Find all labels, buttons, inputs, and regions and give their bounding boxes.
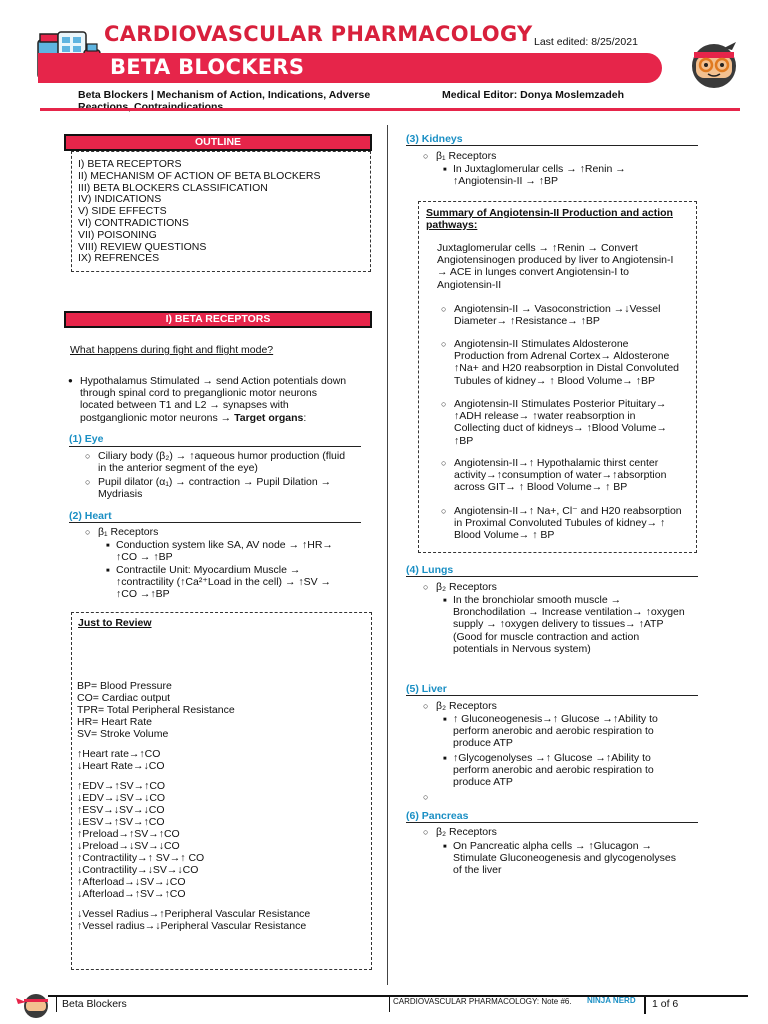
outline-box	[71, 151, 371, 272]
liver-gluconeogenesis-bullet: ■ ↑ Gluconeogenesis→↑ Glucose →↑Ability to perform anerobic and aerobic respiration to produce ATP	[453, 713, 703, 750]
angiotensin-summary-box	[418, 201, 697, 553]
outline-item: VIII) REVIEW QUESTIONS	[78, 240, 207, 253]
document-subtitle: BETA BLOCKERS	[110, 55, 305, 79]
review-line: ↓ESV→↑SV→↑CO	[77, 816, 165, 828]
outline-item: IX) REFRENCES	[78, 252, 160, 265]
lungs-receptor-bullet: ○ β₂ Receptors	[436, 581, 497, 593]
page-number: 1 of 6	[652, 998, 679, 1010]
review-line: ↑Preload→↑SV→↑CO	[77, 828, 180, 840]
review-line: ↓Preload→↓SV→↓CO	[77, 840, 180, 852]
footer-brand-logo: NINJA NERD	[587, 996, 636, 1005]
review-line: ↓Contractility→↓SV→↓CO	[77, 864, 199, 876]
review-line: ↓Vessel Radius→↑Peripheral Vascular Resistance	[77, 908, 311, 920]
footer-topic: Beta Blockers	[62, 998, 127, 1010]
review-line: ↑Contractility→↑ SV→↑ CO	[77, 852, 205, 864]
review-title: Just to Review	[78, 617, 152, 629]
liver-receptor-bullet: ○ β₂ Receptors	[436, 700, 497, 712]
review-line: ↑Vessel radius→↓Peripheral Vascular Resistance	[77, 920, 307, 932]
review-line: CO= Cardiac output	[77, 692, 171, 704]
outline-item: VII) POISONING	[78, 228, 157, 241]
review-line: BP= Blood Pressure	[77, 680, 172, 692]
heart-contractile-bullet: ■ Contractile Unit: Myocardium Muscle → ↑contractility (↑Ca²⁺Load in the cell) → ↑SV → ↑CO →↑BP	[116, 564, 374, 601]
beta-receptors-header: I) BETA RECEPTORS	[64, 311, 372, 328]
heart-rule	[69, 522, 361, 523]
review-line: ↑Afterload→↓SV→↓CO	[77, 876, 186, 888]
fight-flight-question: What happens during fight and flight mode?	[70, 344, 274, 356]
summary-intro: Juxtaglomerular cells → ↑Renin → Convert Angiotensinogen produced by liver to Angiotensin-I → ACE in lunges convert Angiotensin-I to Angiotensin-II	[437, 242, 674, 291]
review-line: ↓EDV→↓SV→↓CO	[77, 792, 166, 804]
heart-conduction-bullet: ■ Conduction system like SA, AV node → ↑HR→ ↑CO → ↑BP	[116, 539, 374, 563]
eye-ciliary-bullet: ○ Ciliary body (β₂) → ↑aqueous humor production (fluid in the anterior segment of the eye)	[98, 450, 373, 474]
ninja-mascot-icon	[690, 38, 738, 92]
liver-rule	[406, 695, 698, 696]
outline-item: III) BETA BLOCKERS CLASSIFICATION	[78, 181, 268, 194]
eye-pupil-bullet: ○ Pupil dilator (α₁) → contraction → Pupil Dilation → Mydriasis	[98, 476, 373, 500]
eye-heading: (1) Eye	[69, 433, 104, 445]
summary-item: ○ Angiotensin-II→↑ Na+, Cl⁻ and H20 reabsorption in Proximal Convoluted Tubules of kidney→ ↑ Blood Volume→ ↑ BP	[454, 505, 694, 542]
eye-rule	[69, 446, 361, 447]
pancreas-glucagon-bullet: ■ On Pancreatic alpha cells → ↑Glucagon → Stimulate Gluconeogenesis and glycogenolyses of the liver	[453, 840, 703, 877]
column-divider	[387, 125, 388, 985]
summary-item: ○ Angiotensin-II→↑ Hypothalamic thirst center activity→↑consumption of water→↑absorption across GIT→ ↑ Blood Volume→ ↑ BP	[454, 457, 694, 494]
footer-course-note: CARDIOVASCULAR PHARMACOLOGY: Note #6.	[393, 997, 572, 1006]
review-box	[71, 612, 372, 970]
kidneys-renin-bullet: ■ In Juxtaglomerular cells → ↑Renin → ↑Angiotensin-II → ↑BP	[453, 163, 703, 187]
kidneys-heading: (3) Kidneys	[406, 133, 463, 145]
review-line: TPR= Total Peripheral Resistance	[77, 704, 235, 716]
outline-header: OUTLINE	[64, 134, 372, 151]
heart-receptor-bullet: ○ β₁ Receptors	[98, 526, 158, 538]
lungs-bronchodilation-bullet: ■ In the bronchiolar smooth muscle → Bronchodilation → Increase ventilation→ ↑oxygen supply → ↑oxygen delivery to tissues→ ↑ATP (Good for muscle contraction and action potentials in Nervous system)	[453, 594, 703, 655]
liver-heading: (5) Liver	[406, 683, 447, 695]
pancreas-rule	[406, 822, 698, 823]
review-line: SV= Stroke Volume	[77, 728, 169, 740]
review-line: ↓Afterload→↑SV→↑CO	[77, 888, 186, 900]
document-title: CARDIOVASCULAR PHARMACOLOGY	[104, 22, 533, 46]
last-edited: Last edited: 8/25/2021	[534, 36, 638, 48]
outline-item: I) BETA RECEPTORS	[78, 158, 182, 170]
outline-item: VI) CONTRADICTIONS	[78, 216, 189, 229]
footer-separator	[644, 996, 646, 1014]
summary-item: ○ Angiotensin-II → Vasoconstriction →↓Vessel Diameter→ ↑Resistance→ ↑BP	[454, 303, 694, 327]
liver-glycogenolysis-bullet: ■ ↑Glycogenolyses →↑ Glucose →↑Ability to perform anerobic and aerobic respiration to produce ATP	[453, 752, 703, 789]
kidneys-receptor-bullet: ○ β₁ Receptors	[436, 150, 496, 162]
lungs-heading: (4) Lungs	[406, 564, 454, 576]
review-line: ↑EDV→↑SV→↑CO	[77, 780, 166, 792]
pancreas-receptor-bullet: ○ β₂ Receptors	[436, 826, 497, 838]
review-line: ↓Heart Rate→↓CO	[77, 760, 165, 772]
lungs-rule	[406, 576, 698, 577]
kidneys-rule	[406, 145, 698, 146]
pancreas-heading: (6) Pancreas	[406, 810, 469, 822]
summary-item: ○ Angiotensin-II Stimulates Posterior Pituitary→ ↑ADH release→ ↑water reabsorption in Collecting duct of kidneys→ ↑Blood Volume→ ↑BP	[454, 398, 694, 447]
document-meta: Beta Blockers | Mechanism of Action, Indications, Adverse	[78, 89, 371, 101]
heart-heading: (2) Heart	[69, 510, 112, 522]
review-line: ↑Heart rate→↑CO	[77, 748, 161, 760]
footer-separator	[56, 997, 57, 1012]
summary-title: Summary of Angiotensin-II Production and action pathways:	[426, 207, 673, 231]
outline-item: IV) INDICATIONS	[78, 193, 162, 206]
medical-editor: Medical Editor: Donya Moslemzadeh	[442, 89, 625, 101]
review-line: HR= Heart Rate	[77, 716, 152, 728]
footer-separator	[389, 997, 390, 1012]
liver-empty-bullet	[436, 791, 439, 803]
hypothalamus-bullet: ● Hypothalamus Stimulated → send Action potentials down through spinal cord to preganglionic motor neurons located between T1 and L2 → synapses with postganglionic motor neurons → Target organs:	[80, 375, 375, 424]
summary-item: ○ Angiotensin-II Stimulates Aldosterone Production from Adrenal Cortex→ Aldosterone ↑Na+ and H20 reabsorption in Distal Convoluted Tubules of kidney→ ↑ Blood Volume→ ↑BP	[454, 338, 694, 387]
outline-item: V) SIDE EFFECTS	[78, 205, 167, 218]
header-rule	[40, 108, 740, 111]
outline-item: II) MECHANISM OF ACTION OF BETA BLOCKERS	[78, 169, 321, 182]
review-line: ↑ESV→↓SV→↓CO	[77, 804, 165, 816]
